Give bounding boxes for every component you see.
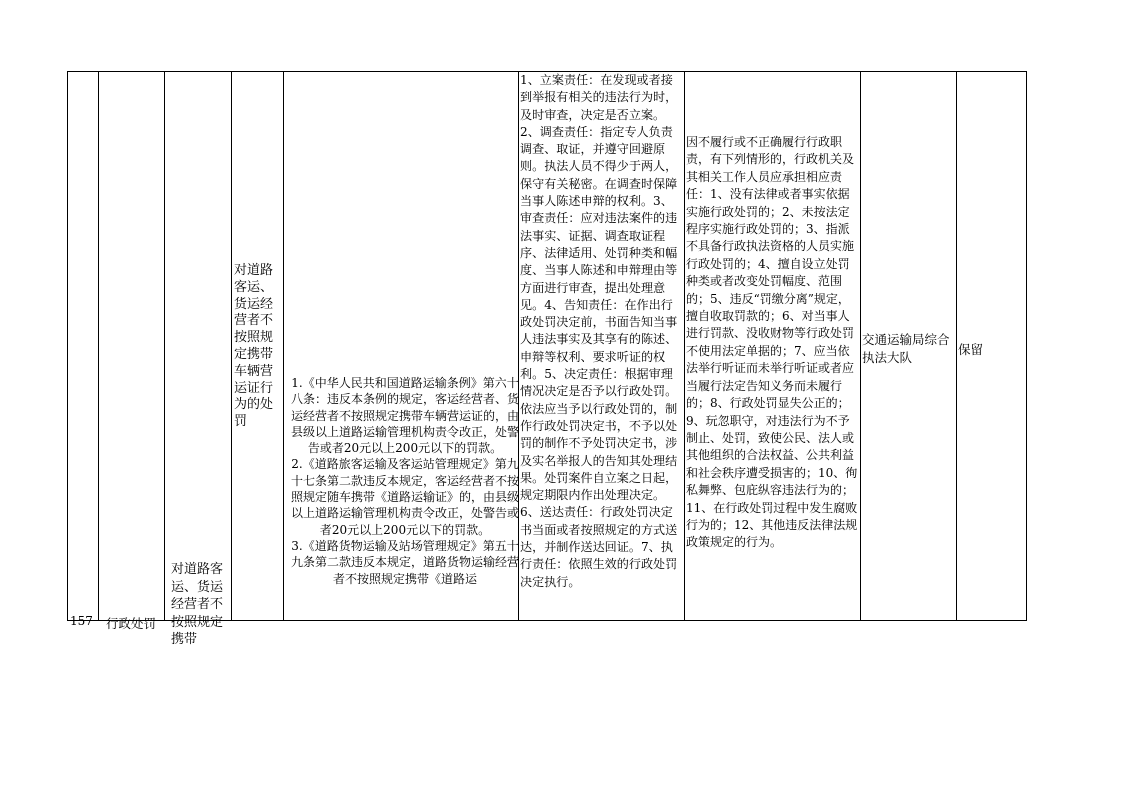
department-cell: 交通运输局综合执法大队 — [862, 332, 950, 365]
column-divider — [164, 72, 165, 620]
legal-basis-paragraph: 3.《道路货物运输及站场管理规定》第五十九条第二款违反本规定，道路货物运输经营者不按照规定携带《道路运 — [290, 538, 519, 586]
table — [67, 71, 1027, 647]
sub-item-name-cell: 对道路客运、货运经营者不按照规定携带车辆营运证行为的处罚 — [234, 263, 274, 430]
remark-cell: 保留 — [958, 342, 984, 357]
column-divider — [956, 72, 957, 620]
legal-basis-paragraph: 1.《中华人民共和国道路运输条例》第六十八条：违反本条例的规定，客运经营者、货运经营者不按照规定携带车辆营运证的，由县级以上道路运输管理机构责令改正，处警告或者20元以上200元以下的罚款。 — [290, 376, 519, 456]
legal-basis-cell — [290, 375, 520, 587]
column-divider — [98, 72, 99, 620]
column-divider — [684, 72, 685, 620]
responsibility-cell: 1、立案责任：在发现或者接到举报有相关的违法行为时，及时审查，决定是否立案。2、调查责任：指定专人负责调查、取证，并遵守回避原则。执法人员不得少于两人，保守有关秘密。在调查时保障当事人陈述申辩的权利。3、审查责任：应对违法案件的违法事实、证据、调查取证程序、法律适用、处罚种类和幅度、当事人陈述和申辩理由等方面进行审查，提出处理意见。4、告知责任：在作出行政处罚决定前，书面告知当事人违法事实及其享有的陈述、申辩等权利、要求听证的权利。5、决定责任：根据审理情况决定是否予以行政处罚。依法应当予以行政处罚的，制作行政处罚决定书，不予以处罚的制作不予处罚决定书，涉及实名举报人的告知其处理结果。处罚案件自立案之日起，规定期限内作出处理决定。6、送达责任：行政处罚决定书当面或者按照规定的方式送达，并制作送达回证。7、执行责任：依照生效的行政处罚决定执行。 — [520, 73, 678, 589]
column-divider — [231, 72, 232, 620]
accountability-cell: 因不履行或不正确履行行政职责，有下列情形的，行政机关及其相关工作人员应承担相应责任：1、没有法律或者事实依据实施行政处罚的；2、未按法定程序实施行政处罚的；3、指派不具备行政执法资格的人员实施行政处罚的；4、擅自设立处罚种类或者改变处罚幅度、范围的；5、违反“罚缴分离”规定，擅自收取罚款的；6、对当事人进行罚款、没收财物等行政处罚不使用法定单据的；7、应当依法举行听证而未举行听证或者应当履行法定告知义务而未履行的；8、行政处罚显失公正的；9、玩忽职守，对违法行为不予制止、处罚，致使公民、法人或其他组织的合法权益、公共利益和社会秩序遭受损害的；10、徇私舞弊、包庇纵容违法行为的；11、在行政处罚过程中发生腐败行为的；12、其他违反法律法规政策规定的行为。 — [686, 135, 858, 550]
item-name-cell: 对道路客运、货运经营者不按照规定携带 — [171, 562, 224, 647]
legal-basis-paragraph: 2.《道路旅客运输及客运站管理规定》第九十七条第二款违反本规定，客运经营者不按照规定随车携带《道路运输证》的，由县级以上道路运输管理机构责令改正，处警告或者20元以上200元以下的罚款。 — [290, 457, 519, 537]
seq-number: 157 — [70, 614, 93, 628]
category-cell: 行政处罚 — [106, 616, 157, 631]
